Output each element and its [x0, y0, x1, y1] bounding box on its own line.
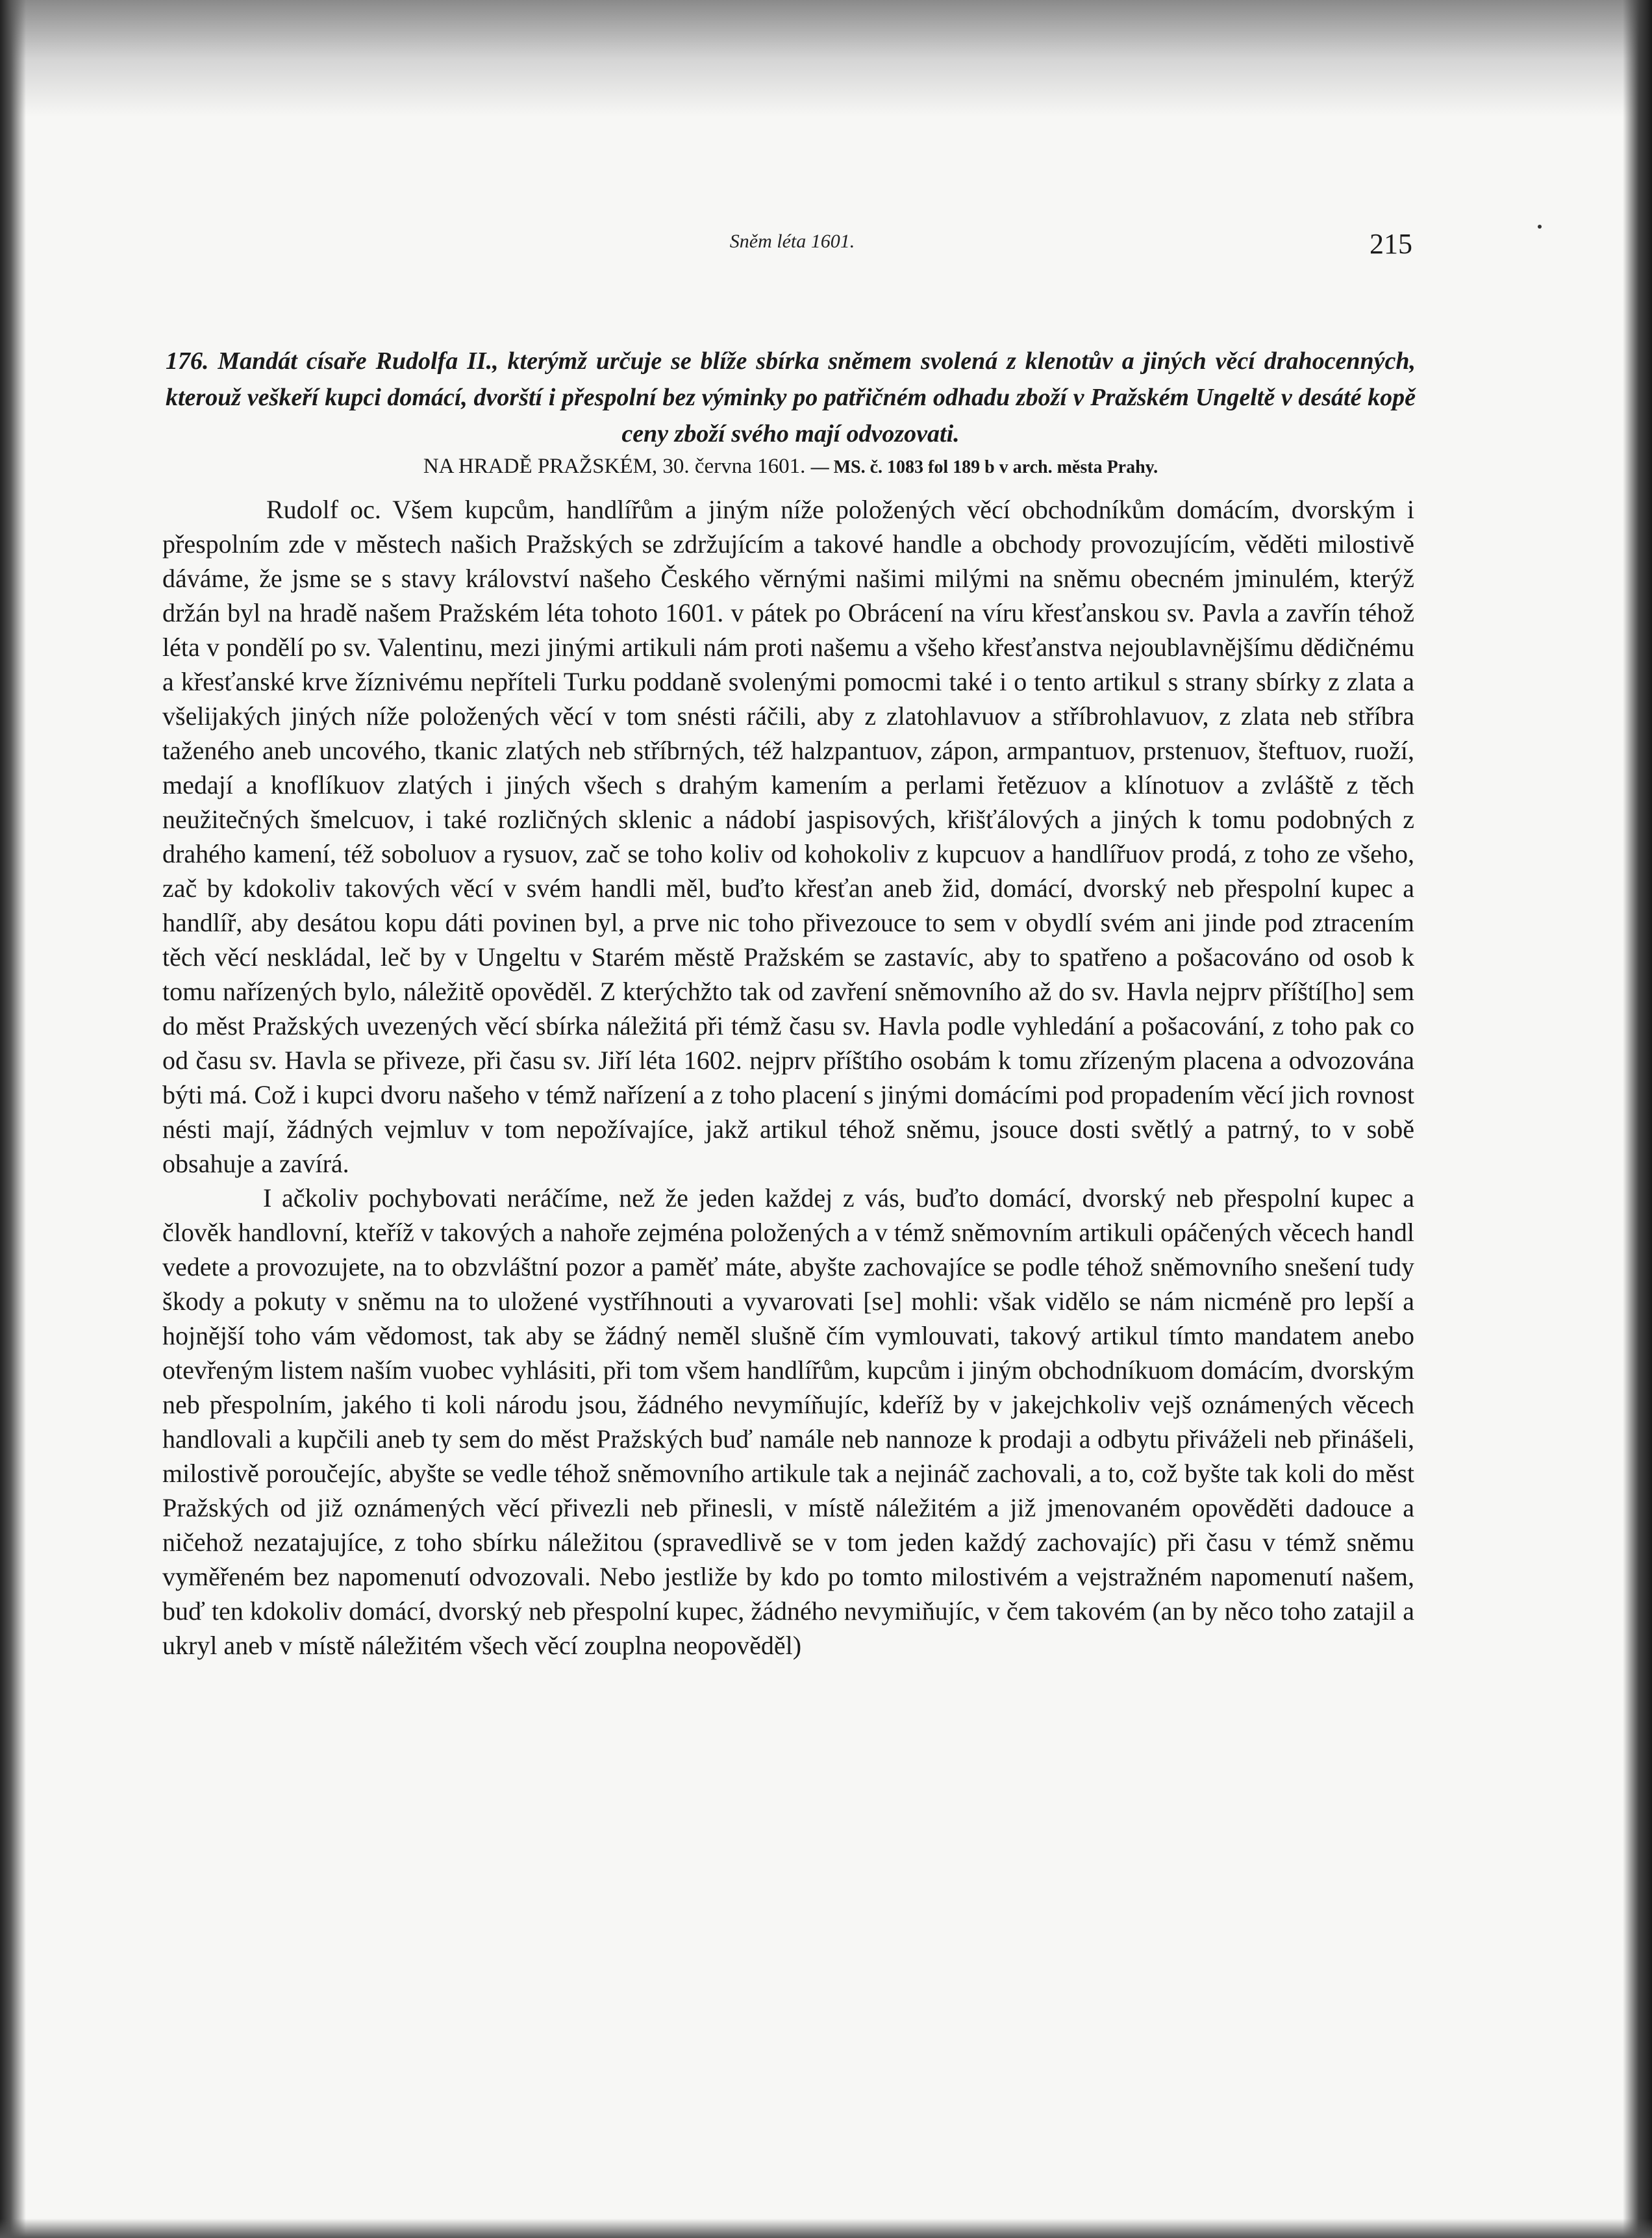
body-text [162, 492, 1414, 1663]
document-heading: 176. Mandát císaře Rudolfa II., kterýmž určuje se blíže sbírka sněmem svolená z klenotův a jiných věcí drahocenných, kterouž veškeří kupci domácí, dvorští i přespolní bez výminky po patřičném odhadu zboží v Pražském Ungeltě v desáté kopě ceny zboží svého mají odvozovati. [166, 347, 1416, 447]
source-line [166, 455, 1416, 479]
running-head: Sněm léta 1601. [729, 231, 855, 252]
scan-shadow-top [0, 0, 1652, 117]
source-reference: — MS. č. 1083 fol 189 b v arch. města Prahy. [810, 457, 1158, 477]
print-speck [1538, 225, 1542, 229]
scan-shadow-right [1623, 0, 1652, 2238]
page-number: 215 [1370, 228, 1412, 260]
paragraph-2: I ačkoliv pochybovati neráčíme, než že jeden každej z vás, buďto domácí, dvorský neb přespolní kupec a člověk handlovní, kteříž v takových a nahoře zejména položených a v témž sněmovním artikuli opáčených věcech handl vedete a provozujete, na to obzvláštní pozor a paměť máte, abyšte zachovajíce se podle téhož sněmovního snešení tudy škody a pokuty v sněmu na to uložené vystříhnouti a vyvarovati [se] mohli: však vidělo se nám nicméně pro lepší a hojnější toho vám vědomost, tak aby se žádný neměl slušně čím vymlouvati, takový artikul tímto mandatem anebo otevřeným listem naším vuobec vyhlásiti, při tom všem handlířům, kupcům i jiným obchodníkuom domácím, dvorským neb přespolním, jakého ti koli národu jsou, žádného nevymíňujíc, kdeříž by v jakejchkoliv vejš oznámených věcech handlovali a kupčili aneb ty sem do měst Pražských buď namále neb nannoze k prodaji a odbytu přiváželi neb přinášeli, milostivě poroučejíc, abyšte se vedle téhož sněmovního artikule tak a nejináč zachovali, a to, což byšte tak koli do měst Pražských od již oznámených věcí přivezli neb přinesli, v místě náležitém a již jmenovaném opověděti dadouce a ničehož nezatajujíce, z toho sbírku náležitou (spravedlivě se v tom jeden každý zachovajíc) při času v témž sněmu vyměřeném bez napomenutí odvozovali. Nebo jestliže by kdo po tomto milostivém a vejstražném napomenutí našem, buď ten kdokoliv domácí, dvorský neb přespolní kupec, žádného nevymiňujíc, v čem takovém (an by něco toho zatajil a ukryl aneb v místě náležitém všech věcí zouplna neopověděl) [162, 1183, 1414, 1660]
scan-shadow-bottom [0, 2219, 1652, 2238]
source-place-date: NA HRADĚ PRAŽSKÉM, 30. června 1601. [423, 455, 806, 478]
paragraph-1: Rudolf oc. Všem kupcům, handlířům a jiným níže položených věcí obchodníkům domácím, dvorským i přespolním zde v městech našich Pražských se zdržujícím a takové handle a obchody provozujícím, věděti milostivě dáváme, že jsme se s stavy království našeho Českého věrnými našimi milými na sněmu obecném jminulém, kterýž držán byl na hradě našem Pražském léta tohoto 1601. v pátek po Obrácení na víru křesťanskou sv. Pavla a zavřín téhož léta v pondělí po sv. Valentinu, mezi jinými artikuli nám proti našemu a všeho křesťanstva nejoublavnějšímu dědičnému a křesťanské krve žíznivému nepříteli Turku poddaně svolenými pomocmi také i o tento artikul s strany sbírky z zlata a všelijakých jiných níže položených věcí v tom snésti ráčili, aby z zlatohlavuov a stříbrohlavuov, z zlata neb stříbra taženého aneb uncového, tkanic zlatých neb stříbrných, též halzpantuov, zápon, armpantuov, prstenuov, šteftuov, ruoží, medají a knoflíkuov zlatých i jiných všech s drahým kamením a perlami řetězuov a klínotuov a zvláště z těch neužitečných šmelcuov, i také rozličných sklenic a nádobí jaspisových, křišťálových a jiných k tomu podobných z drahého kamení, též soboluov a rysuov, zač se toho koliv od kohokoliv z kupcuov a handlířuov prodá, z toho ze všeho, zač by kdokoliv takových věcí v svém handli měl, buďto křesťan aneb žid, domácí, dvorský neb přespolní kupec a handlíř, aby desátou kopu dáti povinen byl, a prve nic toho přivezouce to sem v obydlí svém ani jinde pod ztracením těch věcí neskládal, leč by v Ungeltu v Starém městě Pražském se zastavíc, aby to spatřeno a pošacováno od osob k tomu nařízených bylo, náležitě opověděl. Z kterýchžto tak od zavření sněmovního až do sv. Havla nejprv příští[ho] sem do měst Pražských uvezených věcí sbírka náležitá při témž času sv. Havla podle vyhledání a pošacování, z toho pak co od času sv. Havla se přiveze, při času sv. Jiří léta 1602. nejprv příštího osobám k tomu zřízeným placena a odvozována býti má. Což i kupci dvoru našeho v témž nařízení a z toho placení s jinými domácími pod propadením věcí jich rovnost nésti mají, žádných vejmluv v tom nepožívajíce, jakž artikul téhož sněmu, jsouce dosti světlý a patrný, to v sobě obsahuje a zavírá. [162, 495, 1414, 1178]
scan-shadow-left [0, 0, 26, 2238]
